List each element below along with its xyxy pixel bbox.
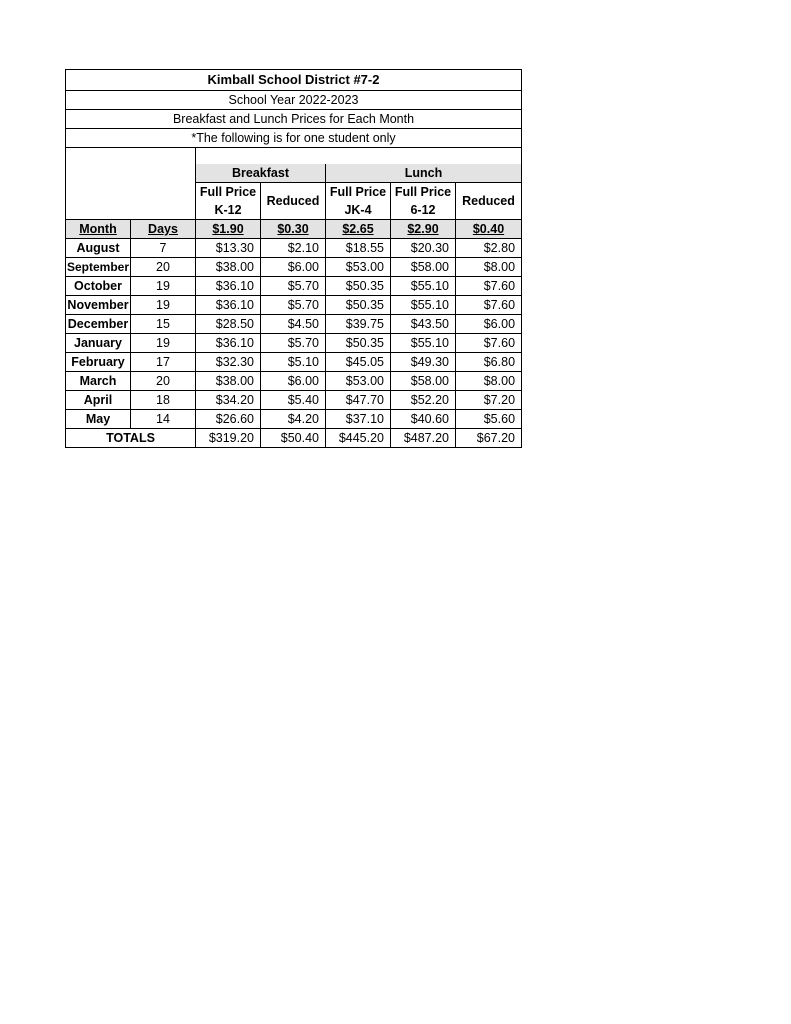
month-cell: May	[66, 410, 131, 429]
price-cell-breakfast-reduced: $6.00	[261, 372, 326, 391]
breakfast-header: Breakfast	[196, 164, 326, 183]
price-cell-breakfast-full: $13.30	[196, 239, 261, 258]
unit-price-lunch-jk4: $2.65	[326, 220, 391, 239]
days-cell: 15	[131, 315, 196, 334]
month-header: Month	[66, 220, 131, 239]
price-cell-breakfast-full: $28.50	[196, 315, 261, 334]
price-cell-lunch-reduced: $2.80	[456, 239, 522, 258]
school-year-row	[66, 91, 522, 110]
price-cell-lunch-jk4: $50.35	[326, 296, 391, 315]
table-row	[66, 239, 522, 258]
days-cell: 7	[131, 239, 196, 258]
price-cell-breakfast-reduced: $6.00	[261, 258, 326, 277]
total-breakfast-full: $319.20	[196, 429, 261, 448]
price-cell-breakfast-reduced: $4.50	[261, 315, 326, 334]
unit-price-breakfast-full: $1.90	[196, 220, 261, 239]
price-cell-lunch-jk4: $18.55	[326, 239, 391, 258]
price-cell-lunch-jk4: $45.05	[326, 353, 391, 372]
table-row	[66, 410, 522, 429]
month-cell: February	[66, 353, 131, 372]
price-cell-lunch-reduced: $7.60	[456, 277, 522, 296]
grade-jk4: JK-4	[326, 201, 391, 220]
days-cell: 17	[131, 353, 196, 372]
price-cell-lunch-reduced: $7.60	[456, 296, 522, 315]
month-cell: April	[66, 391, 131, 410]
days-cell: 19	[131, 296, 196, 315]
price-cell-breakfast-full: $38.00	[196, 258, 261, 277]
table-row	[66, 334, 522, 353]
price-cell-breakfast-reduced: $5.10	[261, 353, 326, 372]
month-cell: December	[66, 315, 131, 334]
price-cell-breakfast-full: $36.10	[196, 277, 261, 296]
lunch-reduced-header: Reduced	[456, 183, 522, 220]
grade-6-12: 6-12	[391, 201, 456, 220]
price-cell-lunch-612: $43.50	[391, 315, 456, 334]
lunch-full-price-jk4-header: Full Price	[326, 183, 391, 202]
unit-price-breakfast-reduced: $0.30	[261, 220, 326, 239]
subtitle-row	[66, 110, 522, 129]
note-row	[66, 129, 522, 148]
table-row	[66, 372, 522, 391]
price-cell-lunch-reduced: $5.60	[456, 410, 522, 429]
price-cell-lunch-612: $40.60	[391, 410, 456, 429]
table-row	[66, 258, 522, 277]
note: *The following is for one student only	[66, 129, 522, 148]
breakfast-full-price-header: Full Price	[196, 183, 261, 202]
column-header-row	[66, 220, 522, 239]
total-lunch-612: $487.20	[391, 429, 456, 448]
price-cell-breakfast-reduced: $5.70	[261, 277, 326, 296]
price-cell-lunch-jk4: $50.35	[326, 334, 391, 353]
days-header: Days	[131, 220, 196, 239]
price-cell-lunch-612: $20.30	[391, 239, 456, 258]
price-cell-lunch-612: $55.10	[391, 296, 456, 315]
price-cell-breakfast-reduced: $5.70	[261, 334, 326, 353]
price-cell-lunch-612: $52.20	[391, 391, 456, 410]
price-cell-breakfast-reduced: $2.10	[261, 239, 326, 258]
subtitle: Breakfast and Lunch Prices for Each Month	[66, 110, 522, 129]
unit-price-lunch-reduced: $0.40	[456, 220, 522, 239]
days-cell: 20	[131, 258, 196, 277]
price-cell-lunch-612: $55.10	[391, 334, 456, 353]
days-cell: 18	[131, 391, 196, 410]
price-cell-lunch-612: $58.00	[391, 372, 456, 391]
totals-row	[66, 429, 522, 448]
table-row	[66, 353, 522, 372]
table-row	[66, 391, 522, 410]
price-cell-lunch-jk4: $53.00	[326, 372, 391, 391]
price-cell-breakfast-reduced: $4.20	[261, 410, 326, 429]
price-cell-breakfast-full: $36.10	[196, 296, 261, 315]
price-cell-lunch-612: $58.00	[391, 258, 456, 277]
price-cell-lunch-jk4: $39.75	[326, 315, 391, 334]
breakfast-reduced-header: Reduced	[261, 183, 326, 220]
price-sheet	[65, 69, 521, 448]
month-cell: August	[66, 239, 131, 258]
price-cell-lunch-jk4: $50.35	[326, 277, 391, 296]
price-cell-lunch-reduced: $7.60	[456, 334, 522, 353]
month-cell: October	[66, 277, 131, 296]
lunch-header: Lunch	[326, 164, 522, 183]
days-cell: 14	[131, 410, 196, 429]
price-cell-breakfast-reduced: $5.70	[261, 296, 326, 315]
price-cell-lunch-reduced: $6.00	[456, 315, 522, 334]
month-rows	[66, 239, 522, 429]
grade-k12: K-12	[196, 201, 261, 220]
title-row	[66, 70, 522, 91]
price-cell-lunch-jk4: $37.10	[326, 410, 391, 429]
price-cell-lunch-jk4: $53.00	[326, 258, 391, 277]
month-cell: March	[66, 372, 131, 391]
price-cell-breakfast-full: $26.60	[196, 410, 261, 429]
price-cell-lunch-reduced: $7.20	[456, 391, 522, 410]
school-year: School Year 2022-2023	[66, 91, 522, 110]
days-cell: 20	[131, 372, 196, 391]
table-row	[66, 277, 522, 296]
price-cell-breakfast-full: $38.00	[196, 372, 261, 391]
unit-price-lunch-612: $2.90	[391, 220, 456, 239]
table-row	[66, 315, 522, 334]
days-cell: 19	[131, 277, 196, 296]
total-breakfast-reduced: $50.40	[261, 429, 326, 448]
table-row	[66, 296, 522, 315]
price-cell-breakfast-full: $36.10	[196, 334, 261, 353]
price-cell-breakfast-reduced: $5.40	[261, 391, 326, 410]
price-cell-breakfast-full: $34.20	[196, 391, 261, 410]
month-cell: September	[66, 258, 131, 277]
price-cell-lunch-reduced: $8.00	[456, 258, 522, 277]
price-table	[65, 69, 522, 448]
meal-group-row	[66, 164, 522, 183]
document-title: Kimball School District #7-2	[66, 70, 522, 91]
total-lunch-jk4: $445.20	[326, 429, 391, 448]
month-cell: January	[66, 334, 131, 353]
price-cell-lunch-reduced: $8.00	[456, 372, 522, 391]
price-type-row	[66, 183, 522, 202]
price-cell-lunch-reduced: $6.80	[456, 353, 522, 372]
totals-label: TOTALS	[66, 429, 196, 448]
blank-row	[66, 148, 522, 165]
month-cell: November	[66, 296, 131, 315]
price-cell-lunch-612: $49.30	[391, 353, 456, 372]
price-cell-lunch-612: $55.10	[391, 277, 456, 296]
days-cell: 19	[131, 334, 196, 353]
total-lunch-reduced: $67.20	[456, 429, 522, 448]
price-cell-lunch-jk4: $47.70	[326, 391, 391, 410]
price-cell-breakfast-full: $32.30	[196, 353, 261, 372]
lunch-full-price-612-header: Full Price	[391, 183, 456, 202]
